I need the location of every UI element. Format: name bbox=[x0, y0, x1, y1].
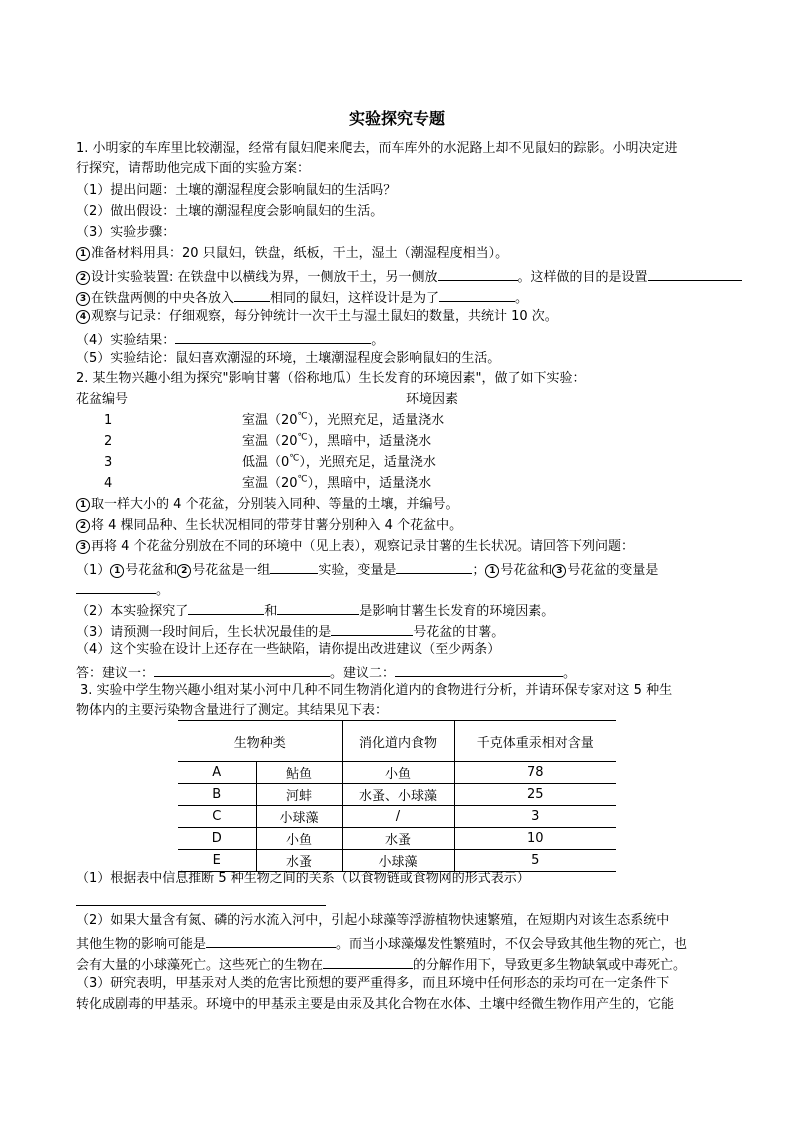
env-text: 低温（0 bbox=[242, 455, 290, 470]
header-cell: 生物种类 bbox=[178, 721, 342, 762]
q2-part1-text: 号花盆是一组 bbox=[192, 563, 271, 578]
answer-blank[interactable] bbox=[395, 662, 563, 677]
punctuation: ； bbox=[472, 563, 486, 578]
answer-blank[interactable] bbox=[175, 329, 371, 344]
q1-intro-line2: 行探究，请帮助他完成下面的实验方案： bbox=[76, 161, 311, 176]
q1-step2 bbox=[76, 266, 742, 286]
q2-col-pot: 花盆编号 bbox=[76, 392, 129, 407]
table-cell: / bbox=[342, 806, 454, 828]
punctuation: 。 bbox=[563, 666, 577, 681]
q3-part3-line2: 转化成剧毒的甲基汞。环境中的甲基汞主要是由汞及其化合物在水体、土壤中经微生物作用产生的，它能 bbox=[76, 997, 675, 1012]
q3-part2-line1: （2）如果大量含有氮、磷的污水流入河中，引起小球藻等浮游植物快速繁殖，在短期内对该生态系统中 bbox=[76, 913, 670, 928]
table-cell: 鲇鱼 bbox=[256, 762, 342, 784]
table-cell: 小鱼 bbox=[342, 762, 454, 784]
q2-part1 bbox=[76, 559, 658, 579]
q2-env bbox=[242, 433, 431, 453]
answer-blank[interactable] bbox=[323, 954, 413, 969]
q1-step1 bbox=[76, 245, 508, 265]
q2-part1-cont bbox=[76, 579, 169, 599]
q3-part2-text: 的分解作用下，导致更多生物缺氧或中毒死亡。 bbox=[413, 958, 687, 973]
answer-label: 。建议二： bbox=[330, 666, 396, 681]
q2-env bbox=[242, 412, 444, 432]
q1-result-label: （4）实验结果： bbox=[76, 333, 176, 348]
circled-number-1: 1 bbox=[485, 564, 499, 578]
q2-part1-text: 实验，变量是 bbox=[318, 563, 397, 578]
q2-part3 bbox=[76, 621, 504, 641]
q2-part2-text: 是影响甘薯生长发育的环境因素。 bbox=[359, 604, 555, 619]
q1-question: （1）提出问题：土壤的潮湿程度会影响鼠妇的生活吗？ bbox=[76, 183, 397, 198]
degree-unit: ℃ bbox=[297, 474, 308, 485]
q2-step2 bbox=[76, 517, 462, 537]
q1-step3-text: 在铁盘两侧的中央各放入 bbox=[91, 291, 235, 306]
part-label: （1） bbox=[76, 563, 111, 578]
table-cell: 水蚤 bbox=[342, 828, 454, 850]
q2-part3-text: 号花盆的甘薯。 bbox=[413, 625, 505, 640]
q1-steps-heading: （3）实验步骤： bbox=[76, 225, 176, 240]
table-cell: 5 bbox=[454, 850, 616, 872]
q1-conclusion: （5）实验结论：鼠妇喜欢潮湿的环境，土壤潮湿程度会影响鼠妇的生活。 bbox=[76, 351, 501, 366]
q2-part3-text: （3）请预测一段时间后，生长状况最佳的是 bbox=[76, 625, 332, 640]
env-text: 室温（20 bbox=[242, 413, 298, 428]
q2-part1-text: 号花盆和 bbox=[500, 563, 553, 578]
q2-step3-text: 再将 4 个花盆分别放在不同的环境中（见上表），观察记录甘薯的生长状况。请回答下列问题： bbox=[91, 539, 635, 554]
answer-blank[interactable] bbox=[154, 662, 330, 677]
q1-step1-text: 准备材料用具：20 只鼠妇，铁盘，纸板，干土，湿土（潮湿程度相当）。 bbox=[91, 246, 509, 261]
table-cell: 小球藻 bbox=[256, 806, 342, 828]
q2-col-env: 环境因素 bbox=[406, 392, 459, 407]
answer-blank[interactable] bbox=[396, 559, 472, 574]
table-header-row bbox=[178, 721, 616, 762]
header-cell: 消化道内食物 bbox=[342, 721, 454, 762]
q3-part2-line2 bbox=[76, 933, 687, 953]
q2-intro: 2. 某生物兴趣小组为探究"影响甘薯（俗称地瓜）生长发育的环境因素"，做了如下实验： bbox=[76, 371, 586, 386]
table-cell: E bbox=[178, 850, 256, 872]
q3-part3-line1: （3）研究表明，甲基汞对人类的危害比预想的要严重得多，而且环境中任何形态的汞均可在一定条件下 bbox=[76, 976, 670, 991]
answer-blank[interactable] bbox=[270, 559, 318, 574]
header-cell: 千克体重汞相对含量 bbox=[454, 721, 616, 762]
table-cell: 小鱼 bbox=[256, 828, 342, 850]
env-text: 室温（20 bbox=[242, 434, 298, 449]
q2-part2-text: （2）本实验探究了 bbox=[76, 604, 189, 619]
table-cell: B bbox=[178, 784, 256, 806]
q3-part2-text: 。而当小球藻爆发性繁殖时，不仅会导致其他生物的死亡，也 bbox=[336, 937, 688, 952]
q3-intro-line2: 物体内的主要污染物含量进行了测定。其结果见下表： bbox=[76, 703, 389, 718]
table-cell: 25 bbox=[454, 784, 616, 806]
q2-pot-no: 2 bbox=[104, 434, 113, 449]
q2-env bbox=[242, 475, 431, 495]
q2-part2 bbox=[76, 600, 554, 620]
q1-step4-text: 观察与记录：仔细观察，每分钟统计一次干土与湿土鼠妇的数量，共统计 10 次。 bbox=[91, 309, 558, 324]
q2-env bbox=[242, 454, 436, 474]
env-text: ），光照充足，适量浇水 bbox=[307, 413, 445, 428]
circled-number-3: 3 bbox=[76, 540, 90, 554]
organism-table bbox=[178, 720, 616, 872]
answer-blank[interactable] bbox=[188, 600, 264, 615]
answer-blank[interactable] bbox=[76, 579, 156, 594]
degree-unit: ℃ bbox=[297, 411, 308, 422]
q2-pot-no: 3 bbox=[104, 455, 113, 470]
q1-step2-text-b: 。这样做的目的是设置 bbox=[517, 270, 648, 285]
q3-part2-line3 bbox=[76, 954, 686, 974]
answer-blank[interactable] bbox=[331, 621, 413, 636]
q1-step4 bbox=[76, 308, 558, 328]
answer-blank[interactable] bbox=[234, 287, 270, 302]
circled-number-1: 1 bbox=[76, 247, 90, 261]
q3-part2-text: 会有大量的小球藻死亡。这些死亡的生物在 bbox=[76, 958, 324, 973]
table-cell: C bbox=[178, 806, 256, 828]
table-cell: D bbox=[178, 828, 256, 850]
table-cell: 小球藻 bbox=[342, 850, 454, 872]
env-text: 室温（20 bbox=[242, 476, 298, 491]
punctuation: 。 bbox=[156, 583, 170, 598]
punctuation: 。 bbox=[515, 291, 529, 306]
q1-step2-text: 设计实验装置: 在铁盘中以横线为界，一侧放干土，另一侧放 bbox=[91, 270, 438, 285]
q1-result bbox=[76, 329, 384, 349]
q2-part1-text: 号花盆的变量是 bbox=[567, 563, 659, 578]
page-title: 实验探究专题 bbox=[348, 109, 445, 128]
q2-step1 bbox=[76, 496, 459, 516]
table-cell: 水蚤 bbox=[256, 850, 342, 872]
punctuation: 。 bbox=[371, 333, 385, 348]
q2-step2-text: 将 4 棵同品种、生长状况相同的带芽甘薯分别种入 4 个花盆中。 bbox=[91, 518, 463, 533]
table-row bbox=[178, 784, 616, 806]
answer-label: 答：建议一： bbox=[76, 666, 155, 681]
degree-unit: ℃ bbox=[289, 453, 300, 464]
env-text: ），光照充足，适量浇水 bbox=[299, 455, 436, 470]
answer-blank[interactable] bbox=[439, 287, 515, 302]
answer-blank[interactable] bbox=[277, 600, 359, 615]
answer-blank[interactable] bbox=[648, 266, 742, 281]
circled-number-1: 1 bbox=[110, 564, 124, 578]
q1-step3-text-b: 相同的鼠妇，这样设计是为了 bbox=[270, 291, 440, 306]
q2-pot-no: 4 bbox=[104, 476, 113, 491]
circled-number-2: 2 bbox=[76, 519, 90, 533]
q2-part1-text: 号花盆和 bbox=[125, 563, 178, 578]
answer-blank[interactable] bbox=[206, 933, 336, 948]
table-cell: 3 bbox=[454, 806, 616, 828]
table-row bbox=[178, 850, 616, 872]
circled-number-1: 1 bbox=[76, 498, 90, 512]
table-row bbox=[178, 806, 616, 828]
table-cell: A bbox=[178, 762, 256, 784]
degree-unit: ℃ bbox=[297, 432, 308, 443]
q1-step3 bbox=[76, 287, 528, 307]
answer-blank[interactable] bbox=[76, 905, 326, 906]
table-cell: 78 bbox=[454, 762, 616, 784]
table-row bbox=[178, 828, 616, 850]
env-text: ），黑暗中，适量浇水 bbox=[307, 434, 432, 449]
table-cell: 水蚤、小球藻 bbox=[342, 784, 454, 806]
circled-number-3: 3 bbox=[76, 292, 90, 306]
q2-part2-text: 和 bbox=[264, 604, 278, 619]
q2-answer bbox=[76, 662, 576, 682]
answer-blank[interactable] bbox=[438, 266, 518, 281]
table-cell: 10 bbox=[454, 828, 616, 850]
q1-hypothesis: （2）做出假设：土壤的潮湿程度会影响鼠妇的生活。 bbox=[76, 204, 384, 219]
q2-step3 bbox=[76, 538, 634, 558]
q1-intro-line1: 1. 小明家的车库里比较潮湿，经常有鼠妇爬来爬去，而车库外的水泥路上却不见鼠妇的踪影。小明决定进 bbox=[76, 141, 678, 156]
env-text: ），黑暗中，适量浇水 bbox=[307, 476, 432, 491]
q3-part2-text: 其他生物的影响可能是 bbox=[76, 937, 207, 952]
table-cell: 河蚌 bbox=[256, 784, 342, 806]
q3-intro-line1: 3. 实验中学生物兴趣小组对某小河中几种不同生物消化道内的食物进行分析，并请环保专家对这 5 种生 bbox=[80, 683, 673, 698]
circled-number-3: 3 bbox=[552, 564, 566, 578]
circled-number-2: 2 bbox=[177, 564, 191, 578]
q2-pot-no: 1 bbox=[104, 413, 113, 428]
table-row bbox=[178, 762, 616, 784]
q3-part1: （1）根据表中信息推断 5 种生物之间的关系（以食物链或食物网的形式表示） bbox=[76, 871, 530, 886]
circled-number-2: 2 bbox=[76, 271, 90, 285]
q2-part4: （4）这个实验在设计上还存在一些缺陷，请你提出改进建议（至少两条） bbox=[76, 642, 501, 657]
q2-step1-text: 取一样大小的 4 个花盆，分别装入同种、等量的土壤，并编号。 bbox=[91, 497, 459, 512]
circled-number-4: 4 bbox=[76, 310, 90, 324]
